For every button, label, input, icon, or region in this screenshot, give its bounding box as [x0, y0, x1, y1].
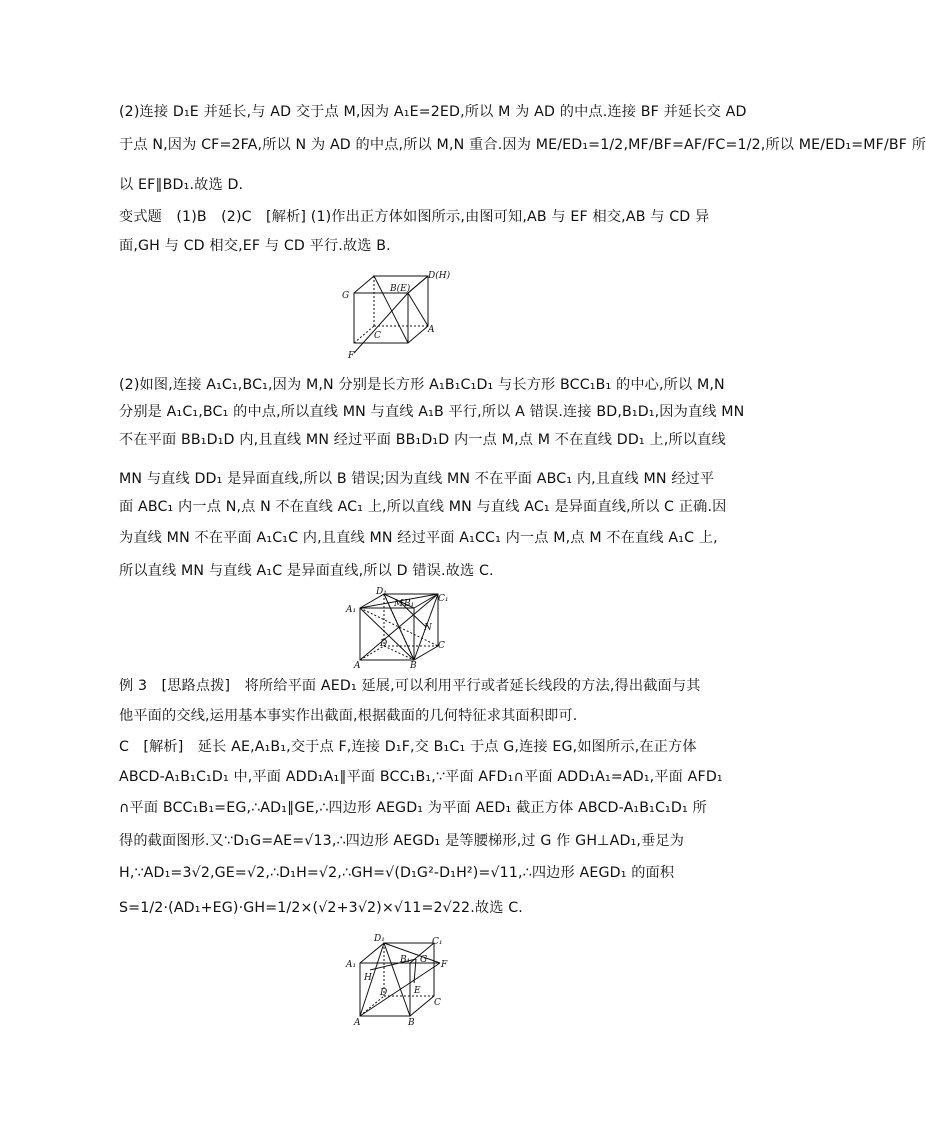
fig3-label: H: [364, 973, 372, 983]
fig3-label: A: [354, 1018, 361, 1028]
fig3-label: C₁: [432, 937, 443, 947]
fig3-label: D: [380, 988, 388, 998]
text-line: ABCD-A₁B₁C₁D₁ 中,平面 ADD₁A₁∥平面 BCC₁B₁,∵平面 AFD₁∩平面 ADD₁A₁=AD₁,平面 AFD₁: [119, 769, 723, 785]
fig3-label: F: [441, 960, 448, 970]
fig2-label: B: [410, 661, 417, 671]
text-line: 所以直线 MN 与直线 A₁C 是异面直线,所以 D 错误.故选 C.: [119, 563, 494, 579]
fig1-label: C: [374, 331, 381, 341]
fig2-label: M: [394, 599, 404, 609]
fig3-label: C: [434, 998, 441, 1008]
cube-figure-1: [336, 268, 461, 360]
fig3-label: D₁: [374, 934, 385, 944]
text-line: (2)连接 D₁E 并延长,与 AD 交于点 M,因为 A₁E=2ED,所以 M 为 AD 的中点.连接 BF 并延长交 AD: [119, 104, 747, 120]
text-line: H,∵AD₁=3√2,GE=√2,∴D₁H=√2,∴GH=√(D₁G²-D₁H²)=√11,∴四边形 AEGD₁ 的面积: [119, 865, 675, 881]
fig1-label: A: [428, 325, 435, 335]
fig2-label: A: [354, 661, 361, 671]
text-line: 面 ABC₁ 内一点 N,点 N 不在直线 AC₁ 上,所以直线 MN 与直线 AC₁ 是异面直线,所以 C 正确.因: [119, 499, 727, 515]
fig2-label: C: [438, 641, 445, 651]
text-line: MN 与直线 DD₁ 是异面直线,所以 B 错误;因为直线 MN 不在平面 ABC₁ 内,且直线 MN 经过平: [119, 471, 715, 487]
fig2-label: D: [380, 639, 388, 649]
text-line: 不在平面 BB₁D₁D 内,且直线 MN 经过平面 BB₁D₁D 内一点 M,点 M 不在直线 DD₁ 上,所以直线: [119, 432, 726, 448]
text-line: ∩平面 BCC₁B₁=EG,∴AD₁∥GE,∴四边形 AEGD₁ 为平面 AED₁ 截正方体 ABCD-A₁B₁C₁D₁ 所: [119, 800, 707, 816]
fig1-label: B(E): [390, 284, 411, 294]
text-line: 变式题 (1)B (2)C [解析] (1)作出正方体如图所示,由图可知,AB 与 EF 相交,AB 与 CD 异: [119, 209, 710, 225]
fig3-label: B₁: [400, 955, 411, 965]
fig2-label: D₁: [376, 587, 387, 597]
fig2-label: B₁: [404, 599, 415, 609]
text-line: 于点 N,因为 CF=2FA,所以 N 为 AD 的中点,所以 M,N 重合.因为 ME/ED₁=1/2,MF/BF=AF/FC=1/2,所以 ME/ED₁=MF/BF 所: [119, 137, 926, 153]
text-line: 分别是 A₁C₁,BC₁ 的中点,所以直线 MN 与直线 A₁B 平行,所以 A 错误.连接 BD,B₁D₁,因为直线 MN: [119, 404, 745, 420]
text-line: 例 3 [思路点拨] 将所给平面 AED₁ 延展,可以利用平行或者延长线段的方法,得出截面与其: [119, 678, 701, 694]
fig3-label: G: [420, 955, 428, 965]
text-line: 他平面的交线,运用基本事实作出截面,根据截面的几何特征求其面积即可.: [119, 708, 578, 724]
fig3-label: E: [414, 986, 421, 996]
text-line: 以 EF∥BD₁.故选 D.: [119, 177, 244, 193]
text-line: C [解析] 延长 AE,A₁B₁,交于点 F,连接 D₁F,交 B₁C₁ 于点 G,连接 EG,如图所示,在正方体: [119, 739, 697, 755]
text-line: 为直线 MN 不在平面 A₁C₁C 内,且直线 MN 经过平面 A₁CC₁ 内一点 M,点 M 不在直线 A₁C 上,: [119, 530, 718, 546]
text-line: 得的截面图形.又∵D₁G=AE=√13,∴四边形 AEGD₁ 是等腰梯形,过 G 作 GH⊥AD₁,垂足为: [119, 833, 685, 849]
text-line: S=1/2·(AD₁+EG)·GH=1/2×(√2+3√2)×√11=2√22.故选 C.: [119, 900, 523, 916]
fig1-label: F: [348, 351, 355, 361]
text-line: 面,GH 与 CD 相交,EF 与 CD 平行.故选 B.: [119, 238, 391, 254]
fig2-label: N: [424, 623, 432, 633]
text-line: (2)如图,连接 A₁C₁,BC₁,因为 M,N 分别是长方形 A₁B₁C₁D₁ 与长方形 BCC₁B₁ 的中心,所以 M,N: [119, 377, 725, 393]
prism-figure-2: [344, 586, 456, 671]
cube-figure-3: [344, 932, 459, 1027]
fig2-label: A₁: [346, 605, 357, 615]
fig1-label: G: [342, 291, 350, 301]
fig2-label: C₁: [438, 594, 449, 604]
fig3-label: B: [408, 1018, 415, 1028]
fig1-label: D(H): [428, 271, 451, 281]
fig3-label: A₁: [346, 960, 357, 970]
